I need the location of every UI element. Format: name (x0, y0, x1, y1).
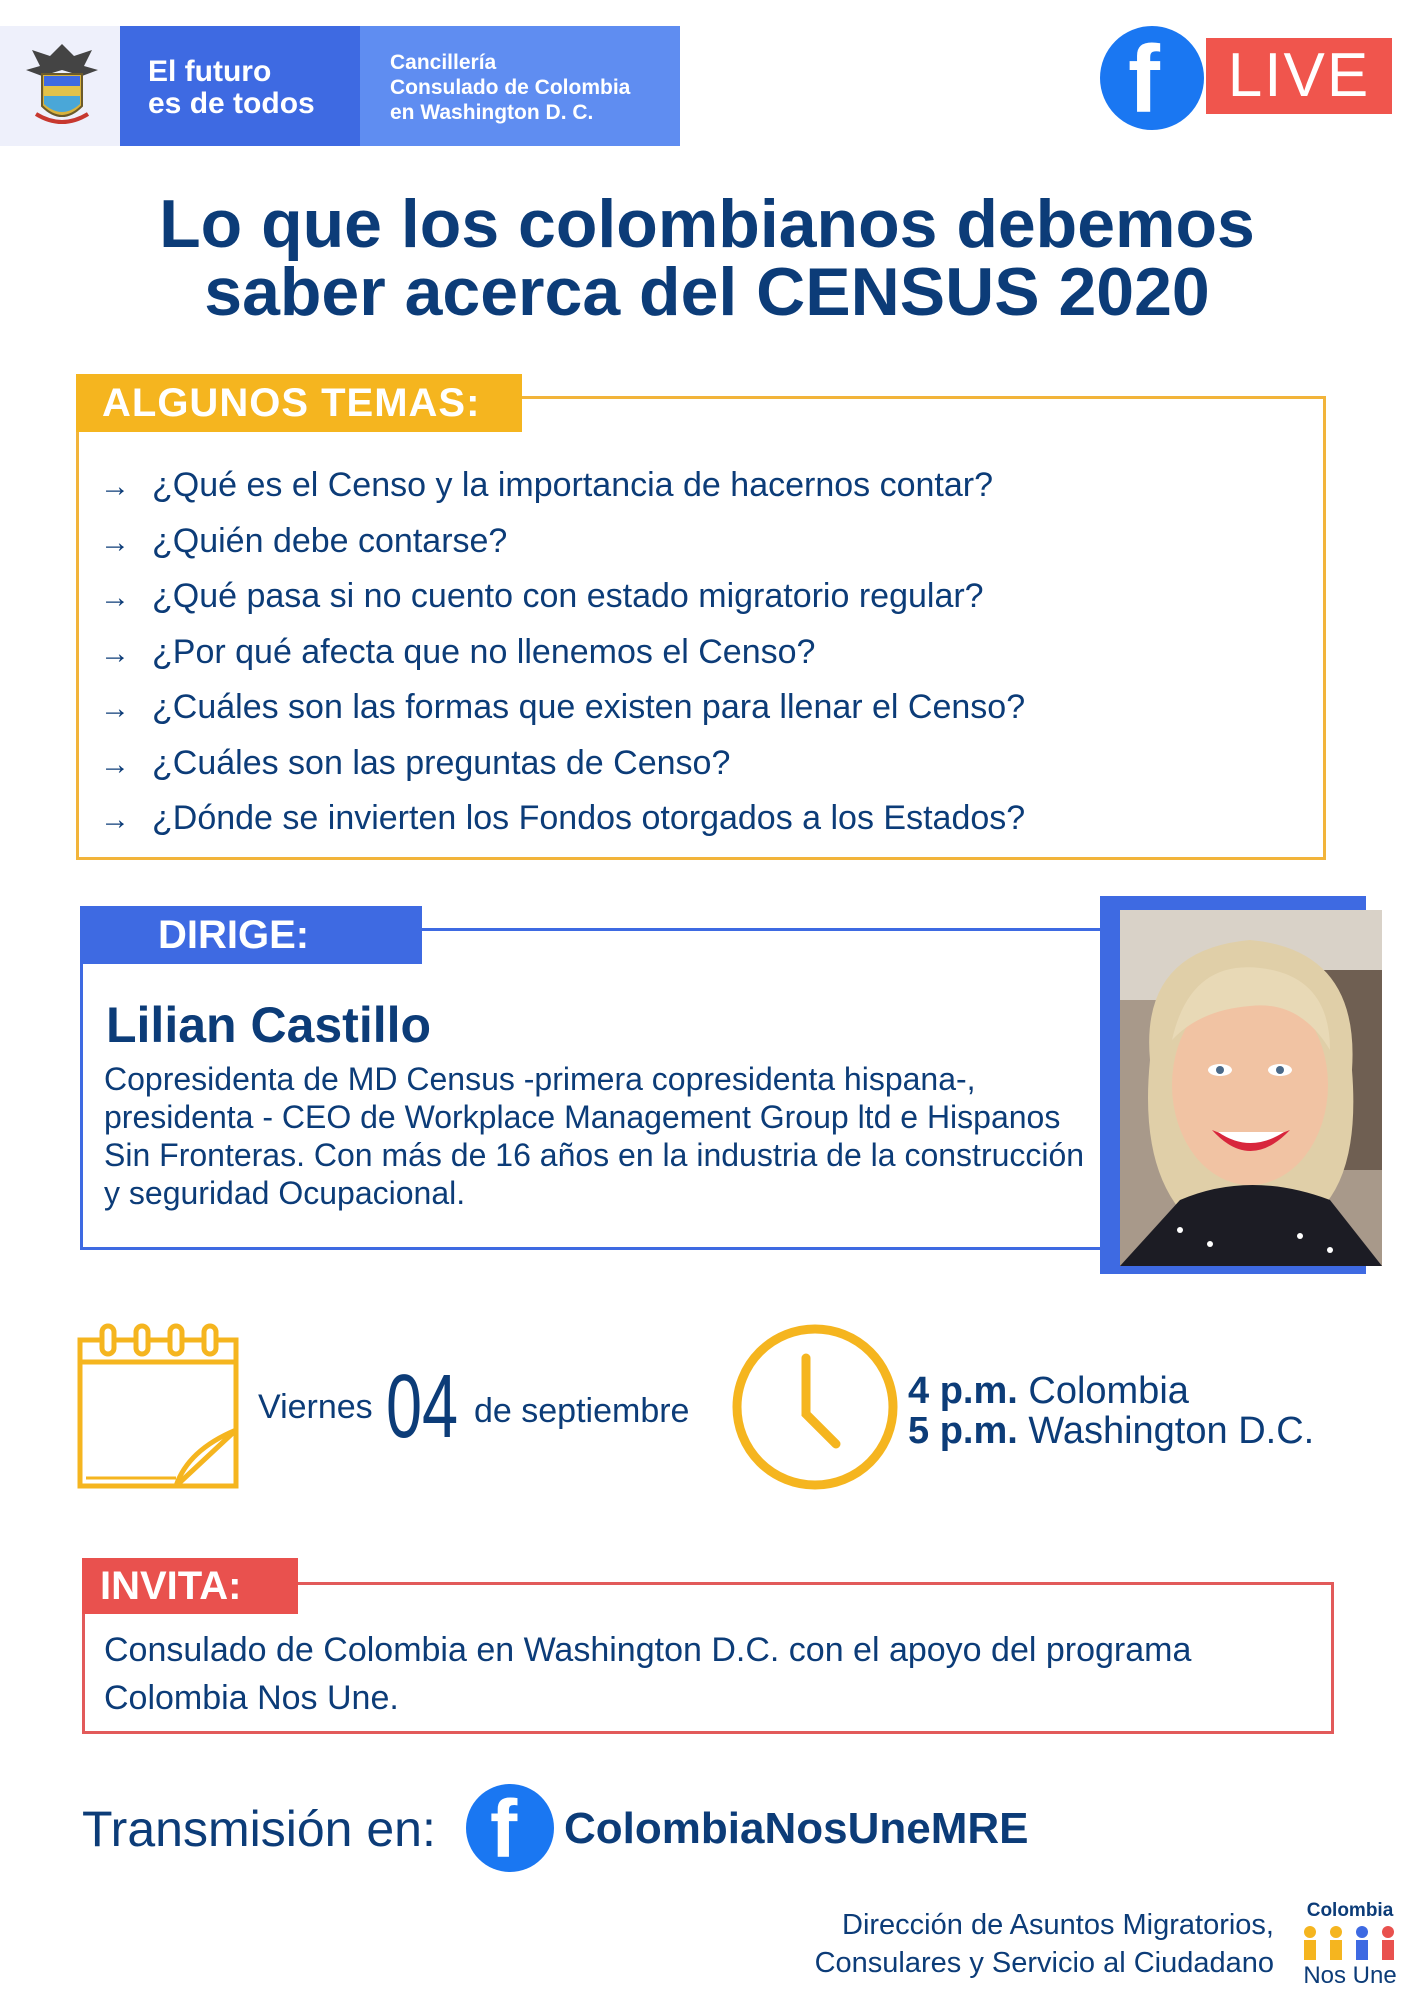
facebook-glyph: f (490, 1784, 518, 1875)
topic-text: ¿Dónde se invierten los Fondos otorgados a los Estados? (152, 799, 1026, 837)
page-title: Lo que los colombianos debemos saber acerca del CENSUS 2020 (159, 186, 1255, 330)
invite-text: Consulado de Colombia en Washington D.C. con el apoyo del programa Colombia Nos Une. (104, 1631, 1192, 1717)
arrow-right-icon: → (100, 581, 130, 614)
calendar-icon (76, 1320, 242, 1490)
logo-brand-text: Colombia (1306, 1900, 1394, 1921)
speaker-photo (1120, 910, 1382, 1266)
institution-line-1: Cancillería (390, 51, 497, 74)
topic-item (100, 680, 1300, 736)
institution-panel (360, 26, 680, 146)
time-washington-place: Washington D.C. (1028, 1410, 1315, 1452)
topic-text: ¿Quién debe contarse? (152, 521, 508, 560)
clock-icon (730, 1322, 900, 1492)
event-month: de septiembre (474, 1392, 690, 1430)
speaker-portrait-illustration (1120, 910, 1382, 1266)
facebook-glyph: f (1128, 26, 1160, 133)
footer-line-1: Dirección de Asuntos Migratorios, (842, 1909, 1274, 1941)
logo-sub-text: Nos Une (1303, 1962, 1397, 1989)
topic-text: ¿Por qué afecta que no llenemos el Censo? (152, 632, 816, 671)
event-time-colombia (908, 1370, 1189, 1413)
footer-department (754, 1906, 1274, 1982)
arrow-right-icon: → (100, 636, 130, 670)
topic-item (100, 736, 1300, 792)
arrow-right-icon: → (100, 470, 130, 503)
colombia-coat-of-arms-icon (22, 40, 102, 132)
speaker-bio: Copresidenta de MD Census -primera copresidenta hispana-, presidenta - CEO de Workplace Management Group ltd e Hispanos Sin Fronteras. Con más de 16 años en la industria de la construcción y seguridad Ocupacional. (104, 1061, 1085, 1211)
slogan-panel (120, 26, 360, 146)
speaker-name: Lilian Castillo (106, 997, 432, 1053)
live-badge: LIVE (1206, 38, 1392, 114)
slogan-text: El futuro es de todos (148, 55, 315, 120)
topic-item (100, 569, 1300, 625)
topic-item (100, 458, 1300, 514)
broadcast-label: Transmisión en: (82, 1801, 436, 1857)
arrow-right-icon: → (100, 525, 130, 559)
topic-item (100, 791, 1300, 847)
topic-text: ¿Qué pasa si no cuento con estado migratorio regular? (152, 577, 984, 615)
topics-list (100, 458, 1300, 847)
topic-text: ¿Qué es el Censo y la importancia de hacernos contar? (152, 466, 994, 504)
event-day: 04 (386, 1357, 459, 1457)
institution-line-3: en Washington D. C. (390, 101, 594, 124)
topics-heading: ALGUNOS TEMAS: (76, 374, 522, 432)
topic-item (100, 625, 1300, 681)
footer-line-2: Consulares y Servicio al Ciudadano (814, 1947, 1274, 1979)
event-time-washington (908, 1410, 1314, 1453)
arrow-right-icon: → (100, 692, 130, 725)
topic-item (100, 514, 1300, 570)
time-washington-hour: 5 p.m. (908, 1410, 1018, 1452)
time-colombia-hour: 4 p.m. (908, 1370, 1018, 1412)
arrow-right-icon: → (100, 803, 130, 836)
people-icon (1298, 1924, 1402, 1964)
institution-text (390, 50, 630, 125)
facebook-icon[interactable] (466, 1784, 554, 1875)
invite-heading: INVITA: (82, 1558, 298, 1614)
facebook-page-link[interactable]: ColombiaNosUneMRE (564, 1804, 1029, 1853)
institution-line-2: Consulado de Colombia (390, 76, 631, 99)
colombia-nos-une-logo (1290, 1900, 1408, 1996)
facebook-icon (1100, 26, 1204, 133)
event-weekday: Viernes (258, 1388, 373, 1426)
arrow-right-icon: → (100, 747, 130, 781)
topic-text: ¿Cuáles son las preguntas de Censo? (152, 743, 731, 782)
topic-text: ¿Cuáles son las formas que existen para llenar el Censo? (152, 688, 1026, 726)
time-colombia-place: Colombia (1028, 1370, 1189, 1412)
speaker-heading: DIRIGE: (80, 906, 422, 964)
